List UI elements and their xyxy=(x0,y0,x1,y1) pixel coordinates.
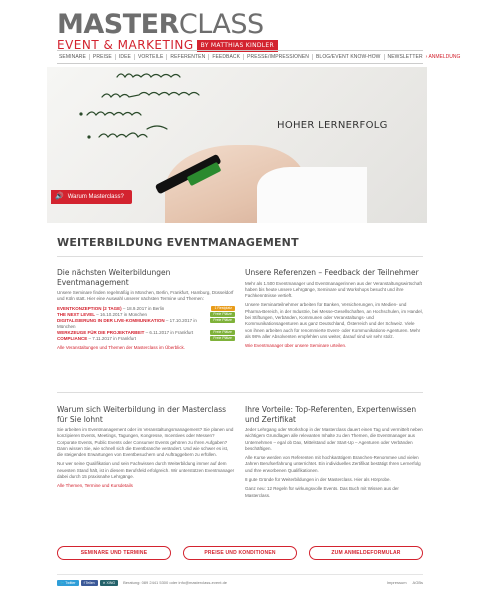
logo[interactable] xyxy=(57,9,264,40)
event-name[interactable]: EVENTKONZEPTION (2 TAGE) xyxy=(57,305,122,311)
why-masterclass-button[interactable] xyxy=(51,190,132,204)
advantages-paragraph-2: Alle Kurse werden von Referenten mit hochkarätigem Branchen-Renommee und vielen Jahren Berufserfahrung unterrichtet. Ein individuelles Zertifikat bestätigt Ihren Lernerfolg und Ihre erworbenen Qualifikationen. xyxy=(245,455,421,473)
availability-badge: Freie Plätze xyxy=(210,336,235,341)
event-detail: – 18.9.2017 in Berlin xyxy=(121,305,165,311)
why-section xyxy=(57,405,235,490)
scribble-line xyxy=(117,74,180,77)
logo-author-badge: BY MATTHIAS KINDLER xyxy=(197,40,278,52)
cta-button-row xyxy=(57,546,423,560)
nav-item-blog[interactable]: BLOG/EVENT KNOW-HOW xyxy=(313,54,385,60)
xing-label: XING xyxy=(106,580,116,585)
event-item[interactable] xyxy=(57,318,235,330)
scribble-line xyxy=(147,126,167,129)
event-item[interactable] xyxy=(57,336,235,342)
page-title: WEITERBILDUNG EVENTMANAGEMENT xyxy=(57,236,299,249)
event-name[interactable]: THE NEXT LEVEL xyxy=(57,311,96,317)
nav-item-feedback[interactable]: FEEDBACK xyxy=(209,54,244,60)
availability-badge: Freie Plätze xyxy=(210,312,235,317)
event-detail: – 17.10.2017 in München xyxy=(57,317,197,329)
sleeve-shape xyxy=(257,167,367,223)
twitter-label: Twitter xyxy=(65,580,76,585)
main-nav xyxy=(57,50,461,64)
footer-contact: Beratung: 089 2441 5300 oder info@masterclass-event.de xyxy=(123,580,228,585)
hero-headline: HOHER LERNERFOLG xyxy=(277,120,388,131)
why-title: Warum sich Weiterbildung in der Masterclass für Sie lohnt xyxy=(57,405,227,424)
availability-badge: 1 Restplatz xyxy=(211,306,235,311)
bullet-dot xyxy=(87,135,90,138)
event-name[interactable]: WERKZEUGE FÜR DIE PROJEKTARBEIT xyxy=(57,329,145,335)
advantages-paragraph-3: 8 gute Gründe für Weiterbildungen in der Masterclass. Hier als Hörprobe. xyxy=(245,477,391,483)
prices-button[interactable]: PREISE UND KONDITIONEN xyxy=(183,546,297,560)
scribble-line xyxy=(99,133,147,137)
logo-master: MASTER xyxy=(57,9,179,40)
references-title: Unsere Referenzen – Feedback der Teilnehmer xyxy=(245,268,419,277)
seminars-intro: Unsere Seminare finden regelmäßig in München, Berlin, Frankfurt, Hamburg, Düsseldorf und Köln statt. Hier eine Auswahl unserer nächsten Termine und Themen: xyxy=(57,290,234,302)
seminars-section xyxy=(57,268,235,351)
event-detail: – 7.11.2017 in Frankfurt xyxy=(87,335,136,341)
twitter-icon: 🐦 xyxy=(60,580,66,585)
footer-links xyxy=(387,580,423,585)
logo-tagline-text: EVENT & MARKETING xyxy=(57,38,194,52)
nav-item-presse[interactable]: PRESSE/IMPRESSIONEN xyxy=(244,54,313,60)
bullet-dots xyxy=(79,112,90,138)
seminars-title: Die nächsten Weiterbildungen Eventmanagement xyxy=(57,268,171,287)
why-paragraph-2: Nur wer seine Qualifikation und sein Fachwissen durch Weiterbildung immer auf dem neuesten Stand hält, ist in diesem Berufsfeld erfolgreich. Wir unterstützen Eventmanager dabei durch 15 praxisnahe Lehrgänge. xyxy=(57,461,235,480)
nav-item-newsletter[interactable]: NEWSLETTER xyxy=(387,54,423,60)
all-events-link[interactable]: Alle Veranstaltungen und Themen der Masterclass im Überblick. xyxy=(57,344,185,350)
event-detail: – 16.10.2017 in München xyxy=(95,311,148,317)
references-paragraph-1: Mehr als 1.500 Eventmanager und Eventmanagerinnen aus der Veranstaltungswirtschaft haben bis heute unsere Lehrgänge, Seminare und Workshops besucht und ihre Fachkenntnisse vertieft. xyxy=(245,280,422,299)
why-link[interactable]: Alle Themen, Termine und Kursdetails xyxy=(57,483,133,489)
register-button[interactable]: ZUM ANMELDEFORMULAR xyxy=(309,546,423,560)
advantages-paragraph-4: Ganz neu: 12 Regeln für wirkungsvolle Events. Das Buch mit Wissen aus der Masterclass. xyxy=(245,486,399,498)
divider xyxy=(57,392,423,393)
scribble-line xyxy=(102,93,199,98)
logo-class: CLASS xyxy=(178,9,264,40)
availability-badge: Freie Plätze xyxy=(210,318,235,323)
hero-banner xyxy=(47,67,427,223)
xing-button[interactable] xyxy=(100,580,118,586)
advantages-section xyxy=(245,405,423,502)
references-section xyxy=(245,268,423,349)
event-detail: – 6.11.2017 in Frankfurt xyxy=(144,329,194,335)
availability-badge: Freie Plätze xyxy=(210,330,235,335)
nav-item-idee[interactable]: IDEE xyxy=(116,54,135,60)
event-name[interactable]: DIGITALISIERUNG IN DER LIVE-KOMMUNIKATION xyxy=(57,317,165,323)
nav-login-link[interactable]: › ANMELDUNG xyxy=(425,54,461,60)
references-paragraph-2: Unsere Seminarteilnehmer arbeiten für Banken, Versicherungen, im Medien- und Pharma-Bereich, in der Industrie, bei Messe-Gesellschaften, an Hochschulen, im Handel, bei Stiftungen, Verbänden, Kommunen oder Veranstaltungs- und Kommunikationsagenturen aus ganz Deutschland, Österreich und der Schweiz. Viele von ihnen arbeiten auch für renommierte Event- oder Kommunikations-Agenturen. Mehr als 98% aller Absolventen empfehlen uns weiter, darauf sind wir sehr stolz. xyxy=(245,302,423,339)
terms-link[interactable]: AGBs xyxy=(412,580,423,585)
why-paragraph-1: Sie arbeiten im Eventmanagement oder im Veranstaltungsmanagement? Sie planen und konzipieren Events, Meetings, Tagungen, Kongresse, Incentives oder Messen? Corporate Events, Public Events oder Consumer Events gehören zu Ihren Aufgaben? Dann wissen Sie, wie schnell sich die Eventbranche verändert. Und wie schwer es ist, die steigenden Erwartungen von Eventbesuchern und Auftraggebern zu erfüllen. xyxy=(57,427,234,458)
nav-item-seminare[interactable]: SEMINARE xyxy=(57,54,90,60)
site-footer xyxy=(57,574,423,584)
event-name[interactable]: COMPLIANCE xyxy=(57,335,88,341)
facebook-icon: f xyxy=(83,580,86,585)
scribble-line xyxy=(87,112,141,115)
xing-icon: ✕ xyxy=(102,580,107,585)
nav-item-referenten[interactable]: REFERENTEN xyxy=(167,54,209,60)
bullet-dot xyxy=(79,112,82,115)
nav-item-preise[interactable]: PREISE xyxy=(90,54,116,60)
twitter-button[interactable] xyxy=(57,580,79,586)
references-link[interactable]: Wie Eventmanager über unsere Seminare urteilen. xyxy=(245,343,347,349)
imprint-link[interactable]: Impressum xyxy=(386,580,407,585)
why-masterclass-label: Warum Masterclass? xyxy=(67,194,124,200)
advantages-paragraph-1: Jeder Lehrgang oder Workshop in der Masterclass dauert einen Tag und vermittelt neben wichtigem Grundlagen alle relevanten Inhalte zu den Themen, die Eventmanager aus Unternehmen – egal ob Dax, Mittelstand oder Start-Up – Agenturen oder Verbänden beschäftigen. xyxy=(245,427,423,451)
divider xyxy=(57,256,423,257)
seminars-button[interactable]: SEMINARE UND TERMINE xyxy=(57,546,171,560)
nav-item-vorteile[interactable]: VORTEILE xyxy=(135,54,167,60)
speaker-icon: 🔊 xyxy=(55,193,64,200)
facebook-share-button[interactable] xyxy=(81,580,98,586)
advantages-title: Ihre Vorteile: Top-Referenten, Expertenwissen und Zertifikat xyxy=(245,405,417,424)
facebook-label: Teilen xyxy=(85,580,95,585)
